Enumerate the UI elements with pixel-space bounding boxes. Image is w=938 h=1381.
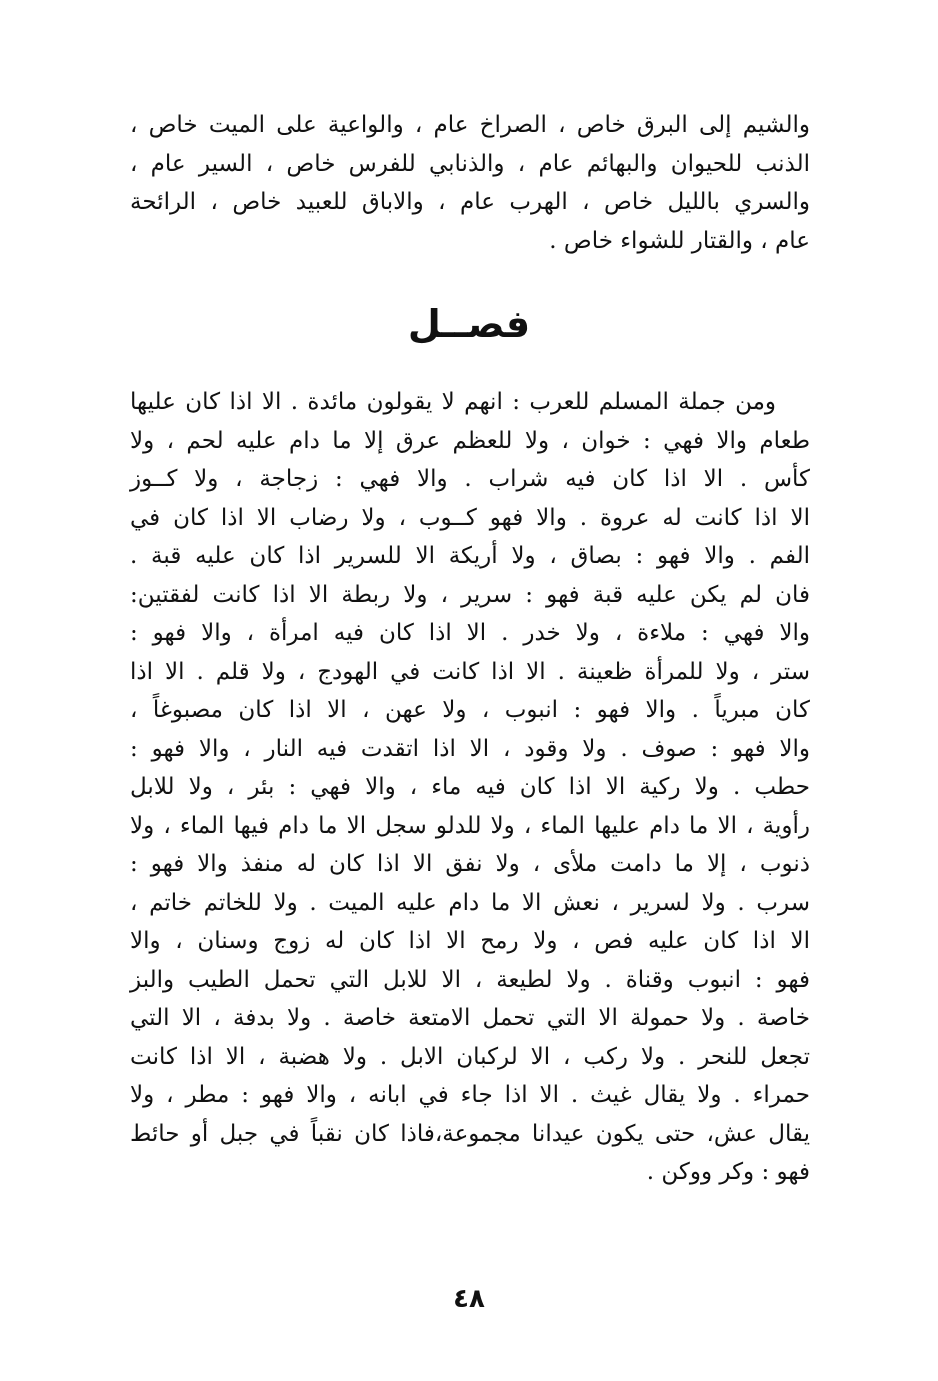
text-line: كان مبرياً . والا فهو : انبوب ، ولا عهن ، الا اذا كان مصبوغاً ، [130,697,810,723]
text-line: والا فهو : صوف . ولا وقود ، الا اذا اتقدت فيه النار ، والا فهو : [130,735,810,762]
section-heading: فصــل [407,302,531,346]
text-line: والسري بالليل خاص ، الهرب عام ، والاباق للعبيد خاص ، الرائحة [130,189,810,215]
text-line: طعام والا فهي : خوان ، ولا للعظم عرق إلا ما دام عليه لحم ، ولا [130,427,810,454]
text-line: يقال عش، حتى يكون عيدانا مجموعة،فاذا كان نقباً في جبل أو حائط [130,1120,810,1147]
page-number: ٤٨ [453,1284,485,1314]
text-line: فهو : انبوب وقناة . ولا لطيعة ، الا للابل التي تحمل الطيب والبز [130,966,810,993]
text-line: الا اذا كانت له عروة . والا فهو كــوب ، ولا رضاب الا اذا كان في [130,504,810,531]
text-line: كأس . الا اذا كان فيه شراب . والا فهي : زجاجة ، ولا كــوز [130,466,810,492]
text-line: ذنوب ، إلا ما دامت ملأى ، ولا نفق الا اذا كان له منفذ والا فهو : [130,851,810,877]
main-paragraph [130,383,810,1192]
text-line: والشيم إلى البرق خاص ، الصراخ عام ، والواعية على الميت خاص ، [130,112,810,138]
text-line: تجعل للنحر . ولا ركب ، الا لركبان الابل . ولا هضبة ، الا اذا كانت [130,1043,810,1070]
top-paragraph [130,106,810,260]
text-line: الا اذا كان عليه فص ، ولا رمح الا اذا كان له زوج وسنان ، والا [130,928,810,954]
text-line: ومن جملة المسلم للعرب : انهم لا يقولون مائدة . الا اذا كان عليها [130,389,776,415]
text-line: فهو : وكر ووكن . [646,1159,810,1185]
text-line: حمراء . ولا يقال غيث . الا اذا جاء في ابانه ، والا فهو : مطر ، ولا [130,1082,810,1108]
text-line: والا فهي : ملاءة ، ولا خدر . الا اذا كان فيه امرأة ، والا فهو : [130,620,810,646]
text-line: رأوية ، الا ما دام عليها الماء ، ولا للدلو سجل الا ما دام فيها الماء ، ولا [130,812,810,839]
text-line: الفم . والا فهو : بصاق ، ولا أريكة الا للسرير اذا كان عليه قبة . [130,543,810,569]
text-line: ستر ، ولا للمرأة ظعينة . الا اذا كانت في الهودج ، ولا قلم . الا اذا [130,658,810,685]
text-line: فان لم يكن عليه قبة فهو : سرير ، ولا ربطة الا اذا كانت لفقتين: [130,581,810,608]
text-line: عام ، والقتار للشواء خاص . [549,227,810,254]
text-line: سرب . ولا لسرير ، نعش الا ما دام عليه الميت . ولا للخاتم خاتم ، [130,889,810,916]
text-line: حطب . ولا ركية الا اذا كان فيه ماء ، والا فهي : بئر ، ولا للابل [130,774,810,800]
text-line: خاصة . ولا حمولة الا التي تحمل الامتعة خاصة . ولا بدفة ، الا التي [130,1005,810,1031]
text-line: الذنب للحيوان والبهائم عام ، والذنابي للفرس خاص ، السير عام ، [130,150,810,177]
